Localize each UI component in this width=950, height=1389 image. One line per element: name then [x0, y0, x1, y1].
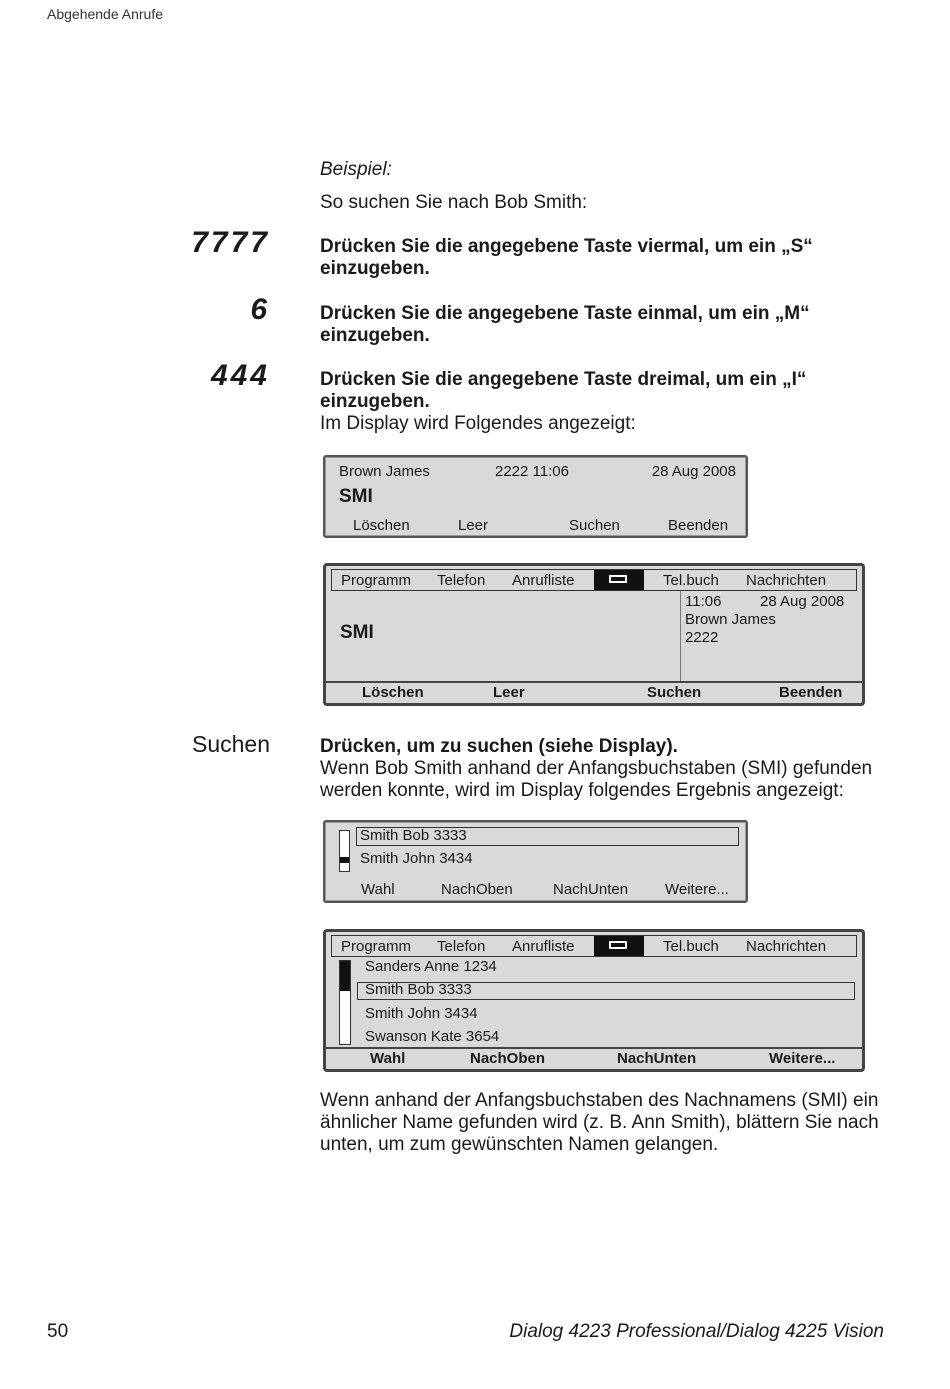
tab-telbuch[interactable]: Tel.buch — [663, 572, 719, 589]
softkey-wahl[interactable]: Wahl — [370, 1050, 406, 1067]
contact-name: Brown James — [685, 611, 776, 628]
softkey-suchen[interactable]: Suchen — [647, 684, 702, 701]
softkey-nachunten[interactable]: NachUnten — [553, 881, 629, 898]
tab-bar — [331, 935, 857, 957]
softkey-bar — [326, 1047, 862, 1069]
pane-divider — [680, 591, 681, 681]
example-label: Beispiel: — [320, 159, 392, 180]
softkey-nachunten[interactable]: NachUnten — [617, 1050, 697, 1067]
contact-name: Brown James — [339, 463, 430, 480]
call-time: 11:06 — [685, 593, 722, 610]
phonebook-icon — [609, 941, 627, 949]
scroll-thumb[interactable] — [340, 857, 349, 863]
result-row[interactable]: Sanders Anne 1234 — [365, 958, 497, 975]
contact-number: 2222 — [685, 629, 719, 646]
softkey-beenden[interactable]: Beenden — [668, 517, 729, 534]
search-input-value: SMI — [339, 486, 373, 507]
call-date: 28 Aug 2008 — [760, 593, 845, 610]
result-row[interactable]: Smith Bob 3333 — [365, 981, 472, 998]
tab-active-phonebook[interactable] — [594, 570, 644, 590]
key-suchen: Suchen — [191, 731, 270, 757]
tab-nachrichten[interactable]: Nachrichten — [746, 938, 827, 955]
closing-paragraph: Wenn anhand der Anfangsbuchstaben des Nachnamens (SMI) ein ähnlicher Name gefunden wird (z. B. Ann Smith), blättern Sie nach unten, um zum gewünschten Namen gelangen. — [320, 1090, 879, 1155]
softkey-weitere[interactable]: Weitere... — [665, 881, 729, 898]
tab-bar — [331, 569, 857, 591]
tab-active-phonebook[interactable] — [594, 936, 644, 956]
scroll-thumb[interactable] — [340, 961, 350, 991]
date: 28 Aug 2008 — [651, 463, 736, 480]
footer-title: Dialog 4223 Professional/Dialog 4225 Vision — [509, 1321, 884, 1342]
running-header: Abgehende Anrufe — [47, 6, 163, 22]
softkey-weitere[interactable]: Weitere... — [769, 1050, 836, 1067]
step-1-instruction: Drücken Sie die angegebene Taste viermal, um ein „S“ einzugeben. — [320, 236, 813, 279]
softkey-loeschen[interactable]: Löschen — [362, 684, 424, 701]
tab-anrufliste[interactable]: Anrufliste — [512, 938, 575, 955]
step-3-text: Im Display wird Folgendes angezeigt: — [320, 413, 636, 434]
phonebook-icon — [609, 575, 627, 583]
large-display-search-input — [323, 563, 865, 706]
number-time: 2222 11:06 — [495, 463, 569, 480]
softkey-wahl[interactable]: Wahl — [361, 881, 395, 898]
search-input-value: SMI — [340, 622, 374, 643]
softkey-leer[interactable]: Leer — [493, 684, 525, 701]
page-number: 50 — [47, 1321, 69, 1342]
tab-telbuch[interactable]: Tel.buch — [663, 938, 719, 955]
softkey-nachoben[interactable]: NachOben — [470, 1050, 546, 1067]
scrollbar[interactable] — [339, 960, 351, 1045]
tab-nachrichten[interactable]: Nachrichten — [746, 572, 827, 589]
tab-anrufliste[interactable]: Anrufliste — [512, 572, 575, 589]
softkey-suchen[interactable]: Suchen — [569, 517, 620, 534]
step-2-instruction: Drücken Sie die angegebene Taste einmal, um ein „M“ einzugeben. — [320, 303, 810, 346]
tab-telefon[interactable]: Telefon — [437, 572, 486, 589]
key-6: 6 — [250, 293, 270, 326]
key-444: 444 — [210, 359, 270, 392]
small-display-search-input — [323, 455, 748, 538]
tab-programm[interactable]: Programm — [341, 572, 412, 589]
search-step-instruction: Drücken, um zu suchen (siehe Display). — [320, 736, 678, 757]
result-row[interactable]: Smith John 3434 — [365, 1005, 478, 1022]
step-3-instruction: Drücken Sie die angegebene Taste dreimal, um ein „I“ einzugeben. — [320, 369, 807, 412]
large-display-search-result — [323, 929, 865, 1072]
key-7777: 7777 — [191, 226, 270, 259]
tab-programm[interactable]: Programm — [341, 938, 412, 955]
scrollbar[interactable] — [339, 830, 350, 872]
tab-telefon[interactable]: Telefon — [437, 938, 486, 955]
softkey-leer[interactable]: Leer — [458, 517, 489, 534]
result-row[interactable]: Swanson Kate 3654 — [365, 1028, 500, 1045]
softkey-bar — [326, 681, 862, 703]
softkey-loeschen[interactable]: Löschen — [353, 517, 410, 534]
small-display-search-result — [323, 820, 748, 903]
softkey-beenden[interactable]: Beenden — [779, 684, 843, 701]
result-row[interactable]: Smith John 3434 — [360, 850, 473, 867]
result-row[interactable]: Smith Bob 3333 — [360, 827, 467, 844]
example-text: So suchen Sie nach Bob Smith: — [320, 192, 588, 213]
search-step-text: Wenn Bob Smith anhand der Anfangsbuchstaben (SMI) gefunden werden konnte, wird im Display folgendes Ergebnis angezeigt: — [320, 758, 873, 801]
softkey-nachoben[interactable]: NachOben — [441, 881, 513, 898]
